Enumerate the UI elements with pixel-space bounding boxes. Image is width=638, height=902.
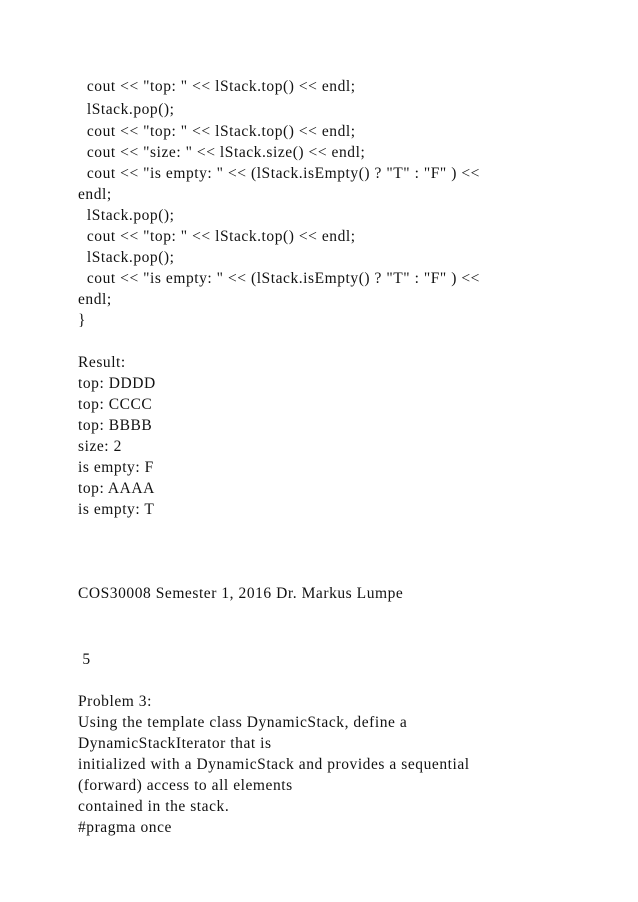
code-line: cout << "top: " << lStack.top() << endl; <box>78 78 356 95</box>
problem-line: DynamicStackIterator that is <box>78 735 272 752</box>
result-line: top: CCCC <box>78 396 153 413</box>
code-line: endl; <box>78 291 112 308</box>
code-line: cout << "top: " << lStack.top() << endl; <box>78 228 356 245</box>
code-line: cout << "size: " << lStack.size() << endl; <box>78 144 366 161</box>
course-footer: COS30008 Semester 1, 2016 Dr. Markus Lumpe <box>78 585 404 602</box>
problem-line: Using the template class DynamicStack, define a <box>78 714 408 731</box>
code-line: lStack.pop(); <box>78 207 175 224</box>
problem-line: initialized with a DynamicStack and provides a sequential <box>78 756 470 773</box>
page-number: 5 <box>78 651 91 668</box>
problem-heading: Problem 3: <box>78 693 152 710</box>
result-line: is empty: F <box>78 459 154 476</box>
result-line: top: BBBB <box>78 417 153 434</box>
result-line: size: 2 <box>78 438 122 455</box>
problem-line: #pragma once <box>78 819 172 836</box>
code-line: cout << "is empty: " << (lStack.isEmpty() ? "T" : "F" ) << <box>78 270 480 287</box>
code-line: endl; <box>78 186 112 203</box>
result-line: top: DDDD <box>78 375 156 392</box>
problem-line: (forward) access to all elements <box>78 777 293 794</box>
result-line: is empty: T <box>78 501 155 518</box>
result-line: top: AAAA <box>78 480 155 497</box>
code-line: lStack.pop(); <box>78 101 175 118</box>
code-line: lStack.pop(); <box>78 249 175 266</box>
code-line: } <box>78 312 86 329</box>
problem-line: contained in the stack. <box>78 798 230 815</box>
code-line: cout << "top: " << lStack.top() << endl; <box>78 123 356 140</box>
code-line: cout << "is empty: " << (lStack.isEmpty() ? "T" : "F" ) << <box>78 165 480 182</box>
result-heading: Result: <box>78 354 126 371</box>
